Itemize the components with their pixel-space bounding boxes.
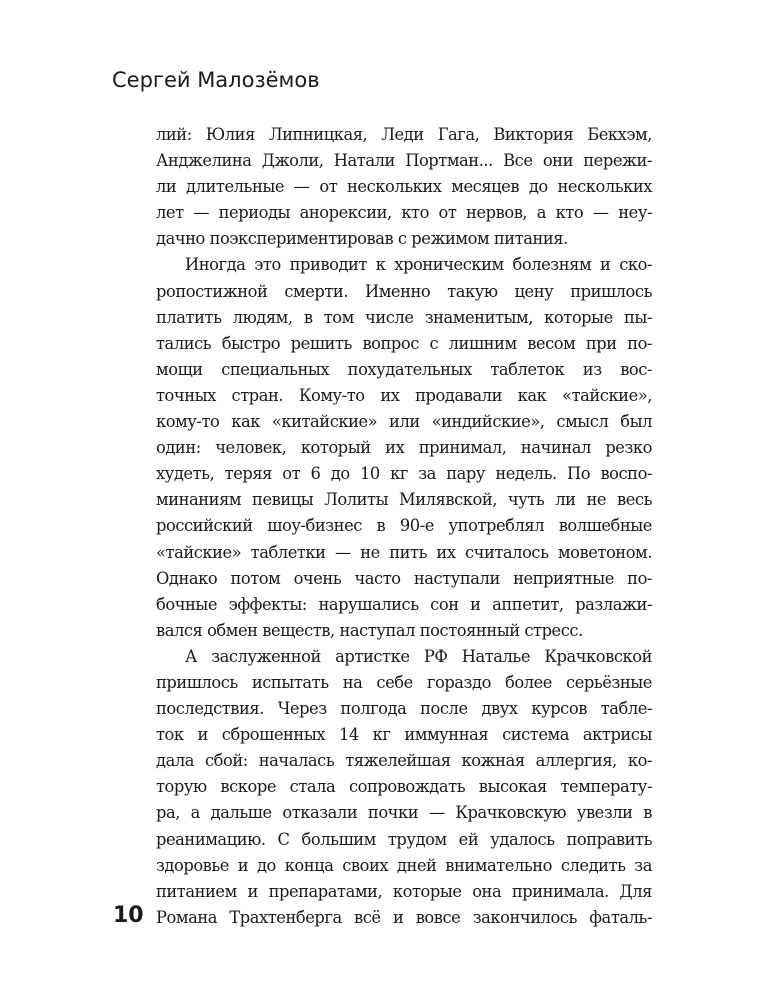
text-line: дачно поэкспериментировав с режимом питания. bbox=[156, 229, 568, 249]
page-number: 10 bbox=[113, 903, 144, 928]
text-line: пришлось испытать на себе гораздо более серьёзные bbox=[156, 672, 652, 692]
paragraph bbox=[156, 122, 652, 252]
text-line: бочные эффекты: нарушались сон и аппетит, разлажи- bbox=[156, 594, 652, 614]
text-line: точных стран. Кому-то их продавали как «тайские», bbox=[156, 385, 652, 405]
paragraph bbox=[156, 644, 652, 931]
text-line: Анджелина Джоли, Натали Портман... Все они пережи- bbox=[156, 151, 652, 171]
text-line: Однако потом очень часто наступали неприятные по- bbox=[156, 568, 652, 588]
text-line: лет — периоды анорексии, кто от нервов, а кто — неу- bbox=[156, 203, 652, 223]
text-line: последствия. Через полгода после двух курсов табле- bbox=[156, 699, 652, 719]
text-line: худеть, теряя от 6 до 10 кг за пару недель. По воспо- bbox=[156, 464, 652, 484]
text-line: дала сбой: началась тяжелейшая кожная аллергия, ко- bbox=[156, 751, 652, 771]
text-line: лий: Юлия Липницкая, Леди Гага, Виктория Бекхэм, bbox=[156, 125, 652, 144]
text-line: ток и сброшенных 14 кг иммунная система актрисы bbox=[156, 725, 652, 745]
text-line: вался обмен веществ, наступал постоянный стресс. bbox=[156, 620, 583, 640]
text-line: реанимацию. С большим трудом ей удалось поправить bbox=[156, 829, 652, 849]
text-line: здоровье и до конца своих дней внимательно следить за bbox=[156, 855, 652, 875]
body-text bbox=[156, 122, 652, 931]
text-line: ропостижной смерти. Именно такую цену пришлось bbox=[156, 281, 652, 301]
text-line: кому-то как «китайские» или «индийские», смысл был bbox=[156, 412, 652, 432]
text-line: платить людям, в том числе знаменитым, которые пы- bbox=[156, 307, 652, 327]
text-line: Иногда это приводит к хроническим болезням и ско- bbox=[185, 255, 652, 275]
text-line: минаниям певицы Лолиты Милявской, чуть ли не весь bbox=[156, 490, 652, 510]
running-head: Сергей Малозёмов bbox=[112, 68, 320, 92]
text-line: «тайские» таблетки — не пить их считалось моветоном. bbox=[156, 542, 652, 562]
text-line: тались быстро решить вопрос с лишним весом при по- bbox=[156, 333, 652, 353]
text-line: один: человек, который их принимал, начинал резко bbox=[156, 438, 652, 458]
text-line: А заслуженной артистке РФ Наталье Крачковской bbox=[185, 646, 652, 666]
text-line: торую вскоре стала сопровождать высокая температу- bbox=[156, 777, 652, 797]
text-line: Романа Трахтенберга всё и вовсе закончилось фаталь- bbox=[156, 907, 652, 927]
text-line: питанием и препаратами, которые она принимала. Для bbox=[156, 881, 652, 901]
text-line: ра, а дальше отказали почки — Крачковскую увезли в bbox=[156, 803, 652, 823]
paragraph bbox=[156, 252, 652, 643]
text-line: мощи специальных похудательных таблеток из вос- bbox=[156, 359, 652, 379]
text-line: ли длительные — от нескольких месяцев до нескольких bbox=[156, 177, 652, 197]
text-line: российский шоу-бизнес в 90-е употреблял волшебные bbox=[156, 516, 652, 536]
